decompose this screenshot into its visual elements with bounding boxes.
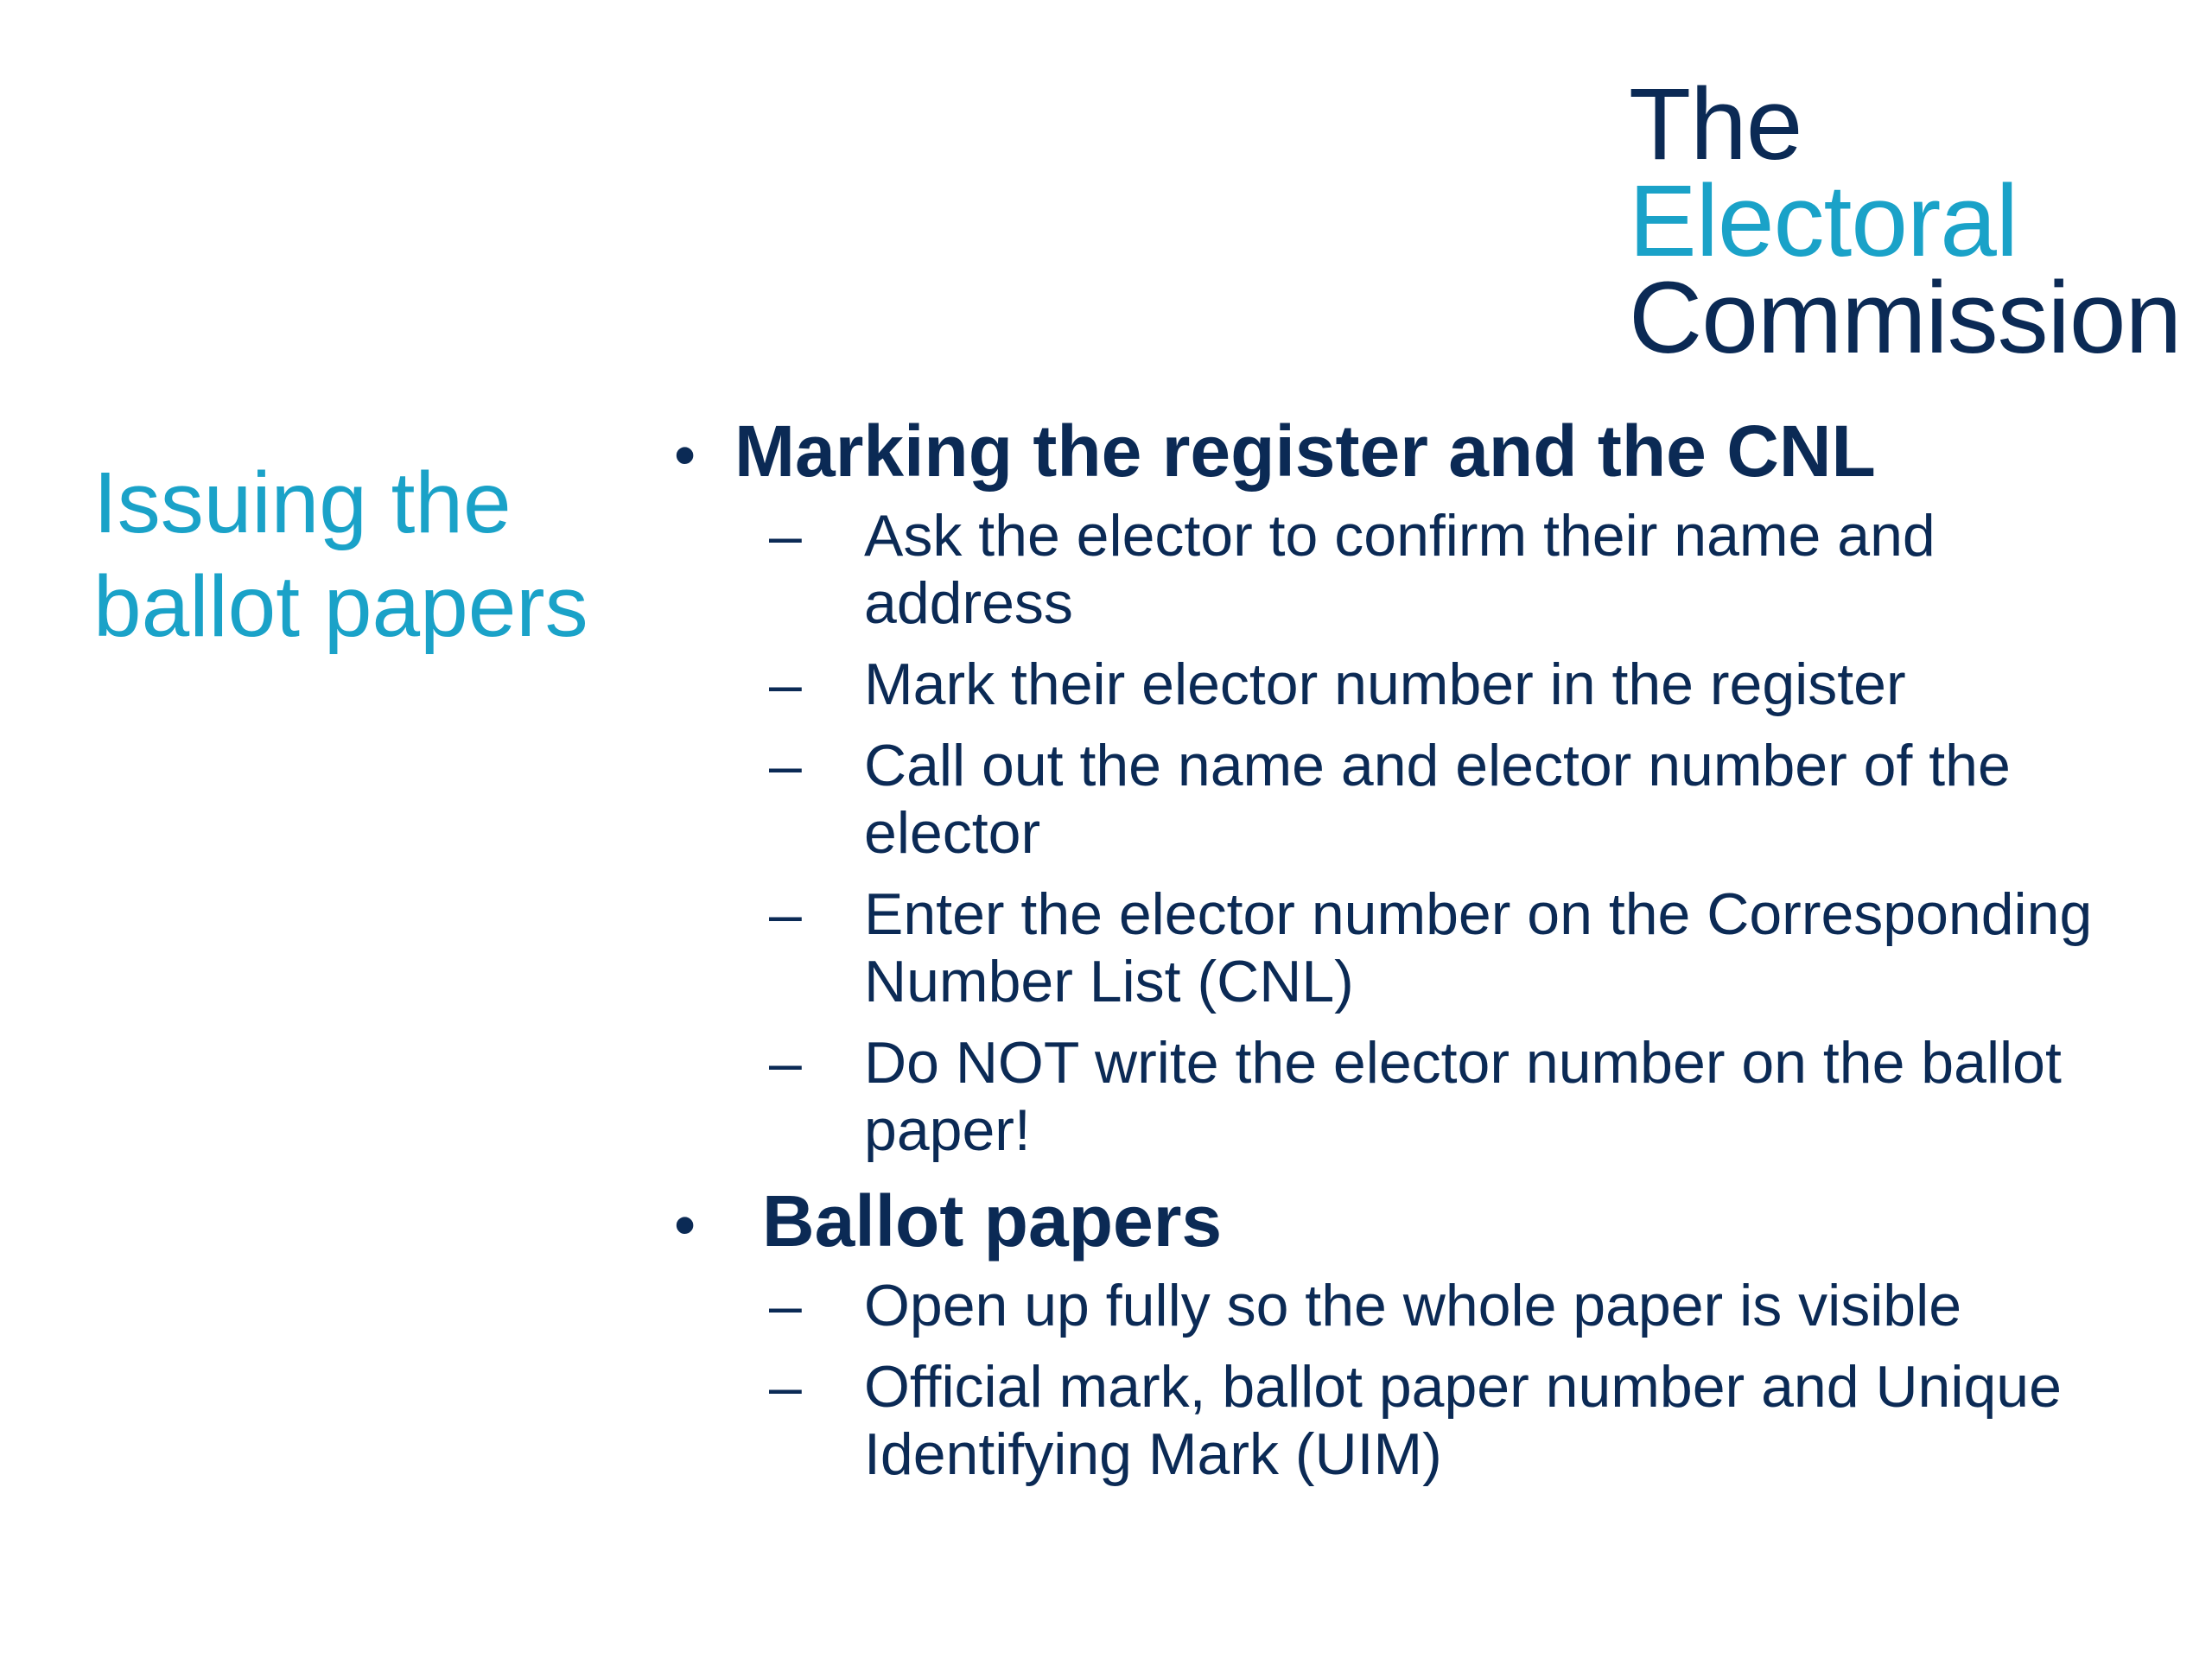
section-ballot-papers [674, 1178, 2160, 1488]
list-item-text: Official mark, ballot paper number and Unique Identifying Mark (UIM) [864, 1354, 2062, 1487]
sub-list [674, 1272, 2160, 1488]
list-item-text: Ask the elector to confirm their name and address [864, 503, 1936, 636]
slide-title-line-1: Issuing the [93, 454, 512, 551]
list-item [674, 880, 2160, 1015]
electoral-commission-logo [1629, 67, 2182, 375]
slide-title-line-2: ballot papers [93, 558, 588, 655]
sub-list [674, 502, 2160, 1164]
dash-icon: – [769, 1030, 802, 1096]
dash-icon: – [769, 1354, 802, 1420]
list-item [674, 732, 2160, 867]
bullet-icon: • [674, 1191, 696, 1260]
list-item-text: Open up fully so the whole paper is visible [864, 1273, 1962, 1338]
bullet-icon: • [674, 421, 696, 490]
dash-icon: – [769, 733, 802, 798]
list-item [674, 1353, 2160, 1488]
section-heading: Ballot papers [762, 1180, 1223, 1262]
section-heading-row [674, 408, 2160, 499]
dash-icon: – [769, 881, 802, 947]
logo-line-commission: Commission [1629, 261, 2182, 375]
section-heading-row [674, 1178, 2160, 1268]
logo-line-the: The [1629, 67, 1802, 181]
list-item-text: Enter the elector number on the Corresponding Number List (CNL) [864, 881, 2093, 1014]
slide-title [93, 451, 646, 658]
logo-line-electoral: Electoral [1629, 164, 2018, 278]
list-item [674, 502, 2160, 637]
section-marking-register [674, 408, 2160, 1164]
section-heading: Marking the register and the CNL [734, 410, 1876, 492]
list-item-text: Mark their elector number in the register [864, 652, 1906, 717]
list-item [674, 1272, 2160, 1339]
list-item-text: Call out the name and elector number of the elector [864, 733, 2011, 866]
slide-content [674, 408, 2160, 1502]
dash-icon: – [769, 1273, 802, 1338]
list-item [674, 651, 2160, 718]
dash-icon: – [769, 503, 802, 569]
list-item [674, 1029, 2160, 1164]
list-item-text: Do NOT write the elector number on the ballot paper! [864, 1030, 2062, 1163]
dash-icon: – [769, 652, 802, 717]
